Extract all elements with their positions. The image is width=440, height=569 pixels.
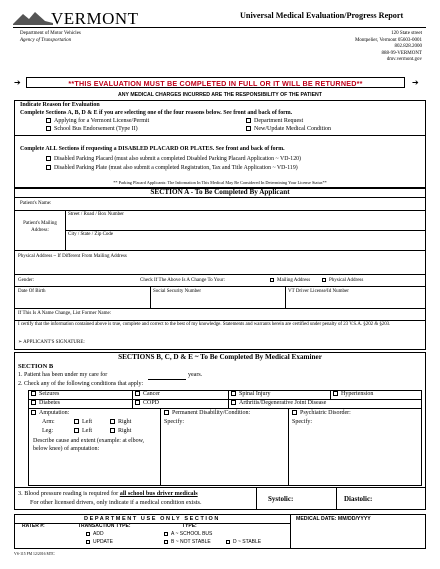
option-label: Right: [118, 428, 132, 434]
section-a-title: SECTION A - To Be Completed By Applicant: [150, 188, 290, 196]
option-label: ADD: [93, 531, 104, 537]
phone: 802.828.2000: [394, 44, 422, 49]
type-d-option[interactable]: [226, 539, 261, 545]
license-label: VT Driver License/Id Number: [288, 289, 349, 294]
checkbox[interactable]: [110, 428, 115, 433]
checkbox[interactable]: [135, 391, 140, 396]
dept-use-title: DEPARTMENT USE ONLY SECTION: [84, 516, 220, 522]
option-label: Left: [82, 428, 92, 434]
gender-label: Gender:: [18, 278, 35, 283]
signature-label: [18, 339, 85, 345]
checkbox[interactable]: [31, 391, 36, 396]
signature-text: APPLICANT'S SIGNATURE:: [23, 340, 85, 345]
arrow-icon: ➢: [18, 340, 24, 345]
checkbox[interactable]: [110, 419, 115, 424]
add-option[interactable]: [86, 531, 104, 537]
option-label: New/Update Medical Condition: [254, 126, 331, 132]
permanent-specify: Specify:: [164, 419, 184, 425]
checkbox[interactable]: [164, 532, 168, 536]
option-label: Disabled Parking Plate (must also submit a completed Registration, Tax and Title Application ~ VD-119): [54, 165, 298, 171]
checkbox[interactable]: [31, 400, 36, 405]
reason-license-permit[interactable]: [46, 118, 149, 125]
option-label: Diabetes: [39, 400, 60, 406]
plate-option[interactable]: [46, 165, 298, 172]
permanent-option[interactable]: [164, 410, 250, 417]
city-label: City / State / Zip Code: [68, 232, 114, 237]
checkbox[interactable]: [74, 419, 79, 424]
type-a-option[interactable]: [164, 531, 212, 537]
type-label: TYPE:: [182, 523, 197, 529]
spinal-option[interactable]: [231, 391, 271, 398]
checkbox[interactable]: [86, 532, 90, 536]
agency-name: Agency of Transportation: [20, 38, 72, 43]
psychiatric-specify: Specify:: [292, 419, 312, 425]
mailing-label: Patient's Mailing Address:: [23, 221, 57, 233]
diabetes-option[interactable]: [31, 400, 60, 407]
ssn-label: Social Security Number: [153, 289, 202, 294]
former-name-label: If This Is A Name Change, List Former Name:: [18, 311, 112, 316]
change-label: Check If The Above Is A Change To Your:: [140, 278, 225, 283]
checkbox[interactable]: [246, 126, 251, 131]
systolic-label: Systolic:: [268, 495, 294, 503]
leg-label: Leg:: [42, 428, 53, 434]
reason-title: Indicate Reason for Evaluation: [20, 102, 100, 108]
option-label: Seizures: [39, 391, 60, 397]
contact-block: [355, 31, 422, 64]
placard-note: ** Parking Placard Applicants: The Information In This Medical May Be Considered In Determining Your License Status**: [113, 180, 327, 185]
option-label: Left: [82, 419, 92, 425]
option-label: Spinal Injury: [239, 391, 271, 397]
checkbox[interactable]: [164, 540, 168, 544]
update-option[interactable]: [86, 539, 113, 545]
checkbox[interactable]: [164, 410, 169, 415]
diastolic-label: Diastolic:: [344, 495, 373, 503]
checkbox[interactable]: [46, 156, 51, 161]
logo: [13, 9, 143, 29]
reason-instruction: Complete Sections A, B, D & E if you are selecting one of the four reasons below. See front and back of form.: [20, 110, 293, 116]
arrow-left-icon: ➔: [14, 78, 21, 87]
option-label: Hypertension: [341, 391, 374, 397]
option-label: Right: [118, 419, 132, 425]
option-label: Disabled Parking Placard (must also submit a completed Disabled Parking Placard Application ~ VD-120): [54, 156, 301, 162]
psychiatric-option[interactable]: [292, 410, 351, 417]
phone-2: 888-99-VERMONT: [381, 50, 422, 56]
placard-instruction: Complete ALL Sections if requesting a DISABLED PLACARD OR PLATES. See front and back of form.: [20, 146, 285, 152]
placard-option[interactable]: [46, 156, 301, 163]
q3-note: For other licensed drivers, only indicate if a medical condition exists.: [30, 499, 202, 506]
address-line-1: 120 State street: [391, 31, 422, 36]
checkbox[interactable]: [46, 118, 51, 123]
physical-change-option[interactable]: [322, 278, 363, 283]
charges-note: ANY MEDICAL CHARGES INCURRED ARE THE RESPONSIBILITY OF THE PATIENT: [118, 92, 322, 98]
q1-label: 1. Patient has been under my care for: [18, 372, 108, 378]
checkbox[interactable]: [74, 428, 79, 433]
arm-label: Arm:: [42, 419, 55, 425]
seizures-option[interactable]: [31, 391, 59, 398]
checkbox[interactable]: [231, 391, 236, 396]
q3-label: [18, 490, 198, 497]
checkbox[interactable]: [292, 410, 297, 415]
cancer-option[interactable]: [135, 391, 160, 398]
option-label: A ~ SCHOOL BUS: [171, 531, 213, 537]
warning-text: **THIS EVALUATION MUST BE COMPLETED IN FULL OR IT WILL BE RETURNED**: [68, 79, 363, 88]
option-label: School Bus Endorsement (Type II): [54, 126, 138, 132]
arm-left-option[interactable]: [74, 419, 92, 426]
reason-department-request[interactable]: [246, 118, 303, 125]
option-label: COPD: [143, 400, 160, 406]
form-code: VS-115 FM 12/2016 MTC: [14, 552, 55, 556]
checkbox[interactable]: [46, 165, 51, 170]
option-label: Cancer: [143, 391, 160, 397]
section-b-title: SECTIONS B, C, D & E ~ To Be Completed By Medical Examiner: [118, 353, 322, 361]
checkbox[interactable]: [231, 400, 236, 405]
hypertension-option[interactable]: [333, 391, 373, 398]
address-line-2: Montpelier, Vermont 05603-0001: [354, 37, 422, 43]
mailing-change-option[interactable]: [270, 278, 310, 283]
option-label: Amputation:: [39, 410, 70, 416]
arrow-right-icon: ➔: [412, 78, 419, 87]
checkbox[interactable]: [31, 410, 36, 415]
q2-label: 2. Check any of the following conditions that apply:: [18, 381, 144, 387]
section-b-label: SECTION B: [18, 363, 54, 370]
website: dmv.vermont.gov: [386, 57, 422, 62]
rater-label: RATER #:: [22, 523, 45, 529]
type-b-option[interactable]: [164, 539, 211, 545]
checkbox[interactable]: [226, 540, 230, 544]
checkbox[interactable]: [246, 118, 251, 123]
form-title: Universal Medical Evaluation/Progress Report: [240, 11, 404, 20]
checkbox[interactable]: [333, 391, 338, 396]
leg-left-option[interactable]: [74, 428, 92, 435]
checkbox[interactable]: [322, 278, 326, 282]
option-label: B ~ NOT STABLE: [171, 539, 211, 545]
option-label: Department Request: [254, 118, 304, 124]
med-date-label: MEDICAL DATE: MM/DD/YYYY: [296, 516, 371, 522]
certify-text: I certify that the information contained above is true, complete and correct to the best of my knowledge. Statements and warrants herein are certified under penalty of 23 V.S.A. §202 & §203.: [18, 322, 391, 327]
mountain-logo-icon: [13, 11, 53, 25]
copd-option[interactable]: [135, 400, 159, 407]
option-label: Arthritis/Degenerative Joint Disease: [239, 400, 327, 406]
logo-text: VERMONT: [51, 9, 139, 28]
dept-name: Department of Motor Vehicles: [20, 31, 81, 36]
transaction-type-label: TRANSACTION TYPE:: [78, 523, 131, 529]
patient-name-label: Patient's Name:: [20, 201, 52, 206]
checkbox[interactable]: [135, 400, 140, 405]
option-label: Mailing Address: [277, 278, 311, 284]
amputation-option[interactable]: [31, 410, 69, 417]
option-label: Physical Address: [329, 278, 364, 284]
checkbox[interactable]: [46, 126, 51, 131]
option-label: Psychiatric Disorder:: [300, 410, 351, 416]
years-label: years.: [188, 372, 203, 378]
physical-address-label: Physical Address ~ If Different From Mailing Address: [18, 254, 127, 259]
leg-right-option[interactable]: [110, 428, 131, 435]
option-label: Permanent Disability/Condition:: [172, 410, 251, 416]
arthritis-option[interactable]: [231, 400, 326, 407]
option-label: Applying for a Vermont License/Permit: [54, 118, 150, 124]
q3-emphasis: all school bus driver medicals: [119, 490, 198, 497]
checkbox[interactable]: [86, 540, 90, 544]
arm-right-option[interactable]: [110, 419, 131, 426]
dob-label: Date Of Birth: [18, 289, 46, 294]
option-label: D ~ STABLE: [233, 539, 262, 545]
option-label: UPDATE: [93, 539, 113, 545]
q3-text: 3. Blood pressure reading is required for: [18, 490, 119, 497]
reason-medical-condition[interactable]: [246, 126, 331, 133]
amputation-describe: Describe cause and extent (example: at elbow, below knee) of amputation:: [33, 438, 145, 452]
checkbox[interactable]: [270, 278, 274, 282]
reason-school-bus[interactable]: [46, 126, 138, 133]
street-label: Street / Road / Box Number: [68, 212, 124, 217]
